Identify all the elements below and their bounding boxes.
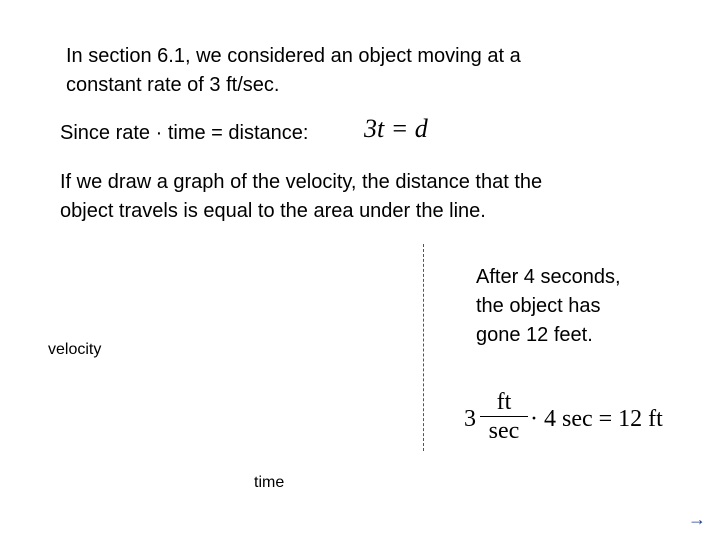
intro-line-1: In section 6.1, we considered an object moving at a (66, 45, 521, 67)
after-line-1: After 4 seconds, (476, 266, 621, 288)
intro-line-2: constant rate of 3 ft/sec. (66, 74, 280, 96)
time-marker-line (423, 244, 424, 451)
fraction-denominator: sec (488, 418, 520, 444)
next-slide-arrow-icon[interactable]: → (688, 509, 706, 529)
graph-text-line-2: object travels is equal to the area under the line. (60, 200, 486, 222)
graph-text-line-1: If we draw a graph of the velocity, the distance that the (60, 171, 543, 193)
time-axis-label: time (254, 474, 285, 491)
after-line-2: the object has (476, 295, 601, 317)
equation-3t-d: 3t = d (364, 114, 428, 143)
after-line-3: gone 12 feet. (476, 324, 593, 346)
calc-rest: · 4 sec = 12 ft (530, 406, 663, 432)
velocity-axis-label: velocity (48, 341, 102, 358)
calc-coefficient: 3 (464, 406, 476, 432)
since-label: Since rate · time = distance: (60, 122, 309, 144)
fraction-numerator: ft (496, 389, 512, 415)
units-fraction (478, 388, 530, 445)
